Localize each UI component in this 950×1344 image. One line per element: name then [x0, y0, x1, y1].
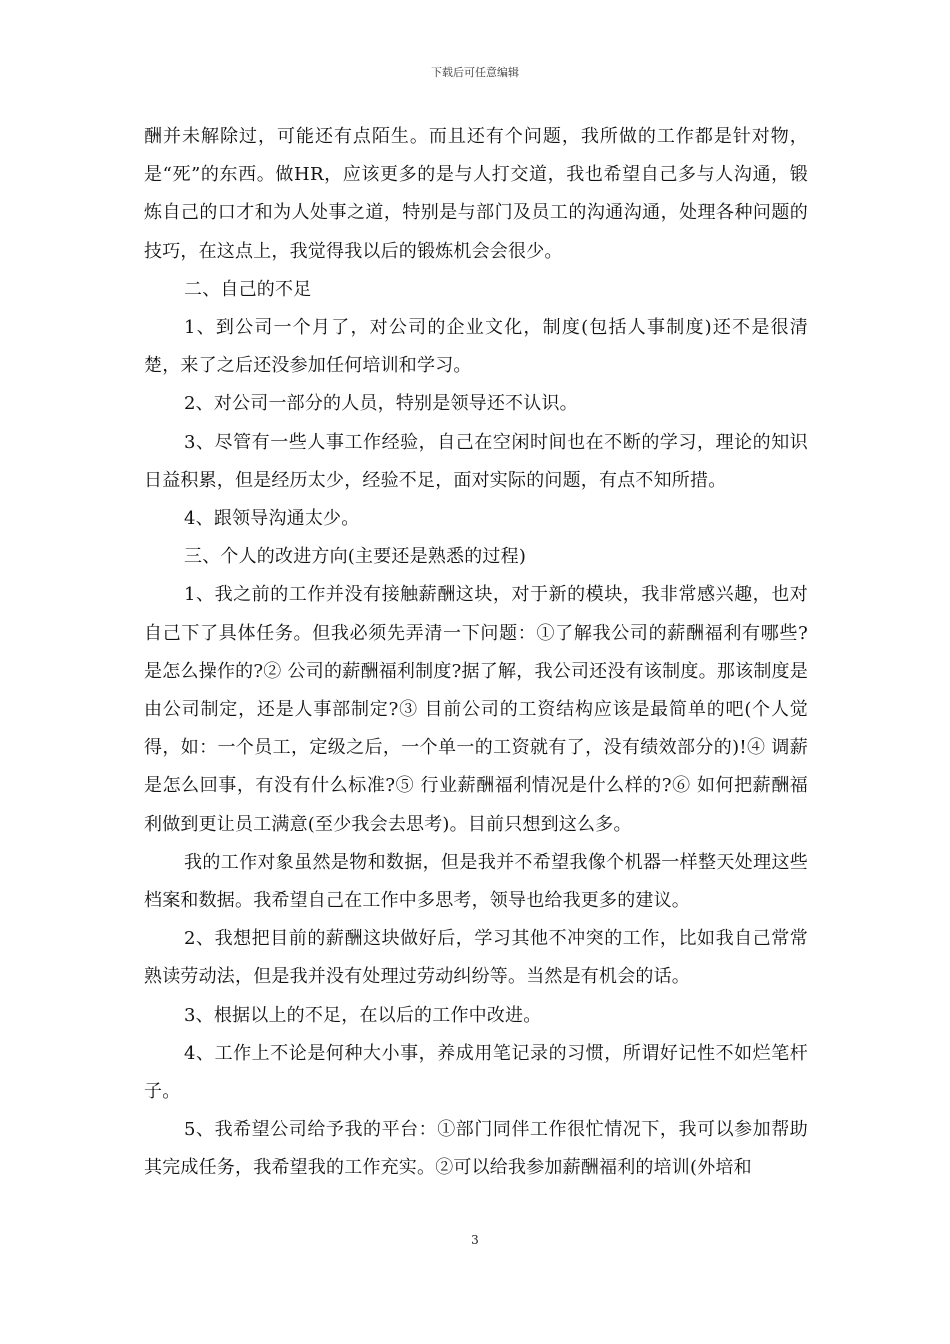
paragraph: 我的工作对象虽然是物和数据，但是我并不希望我像个机器一样整天处理这些档案和数据。我希望自己在工作中多思考，领导也给我更多的建议。 [144, 851, 808, 912]
paragraph: 1、到公司一个月了，对公司的企业文化，制度(包括人事制度)还不是很清楚，来了之后还没参加任何培训和学习。 [144, 317, 808, 377]
page-header: 下载后可任意编辑 [431, 66, 519, 79]
page-number: 3 [471, 1233, 479, 1247]
section-heading-shortcomings: 二、自己的不足 [184, 278, 312, 300]
document-body [144, 118, 808, 1188]
paragraph: 3、根据以上的不足，在以后的工作中改进。 [184, 1004, 542, 1026]
paragraph: 4、工作上不论是何种大小事，养成用笔记录的习惯，所谓好记性不如烂笔杆子。 [144, 1042, 808, 1103]
paragraph: 4、跟领导沟通太少。 [184, 508, 360, 530]
paragraph: 3、尽管有一些人事工作经验，自己在空闲时间也在不断的学习，理论的知识日益积累，但是经历太少，经验不足，面对实际的问题，有点不知所措。 [144, 431, 808, 491]
paragraph: 5、我希望公司给予我的平台：①部门同伴工作很忙情况下，我可以参加帮助其完成任务，我希望我的工作充实。②可以给我参加薪酬福利的培训(外培和 [144, 1119, 808, 1179]
paragraph: 2、我想把目前的薪酬这块做好后，学习其他不冲突的工作，比如我自己常常熟读劳动法，但是我并没有处理过劳动纠纷等。当然是有机会的话。 [144, 928, 808, 988]
paragraph: 1、我之前的工作并没有接触薪酬这块，对于新的模块，我非常感兴趣，也对自己下了具体任务。但我必须先弄清一下问题：①了解我公司的薪酬福利有哪些?是怎么操作的?② 公司的薪酬福利制度?据了解，我公司还没有该制度。那该制度是由公司制定，还是人事部制定?③ 目前公司的工资结构应该是最简单的吧(个人觉得，如：一个员工，定级之后，一个单一的工资就有了，没有绩效部分的)!④ 调薪是怎么回事，有没有什么标准?⑤ 行业薪酬福利情况是什么样的?⑥ 如何把薪酬福利做到更让员工满意(至少我会去思考)。目前只想到这么多。 [144, 584, 808, 835]
section-heading-improvement: 三、个人的改进方向(主要还是熟悉的过程) [184, 546, 527, 568]
paragraph: 酬并未解除过，可能还有点陌生。而且还有个问题，我所做的工作都是针对物，是“死”的东西。做HR，应该更多的是与人打交道，我也希望自己多与人沟通，锻炼自己的口才和为人处事之道，特别是与部门及员工的沟通沟通，处理各种问题的技巧，在这点上，我觉得我以后的锻炼机会会很少。 [144, 126, 808, 262]
paragraph: 2、对公司一部分的人员，特别是领导还不认识。 [184, 393, 578, 415]
